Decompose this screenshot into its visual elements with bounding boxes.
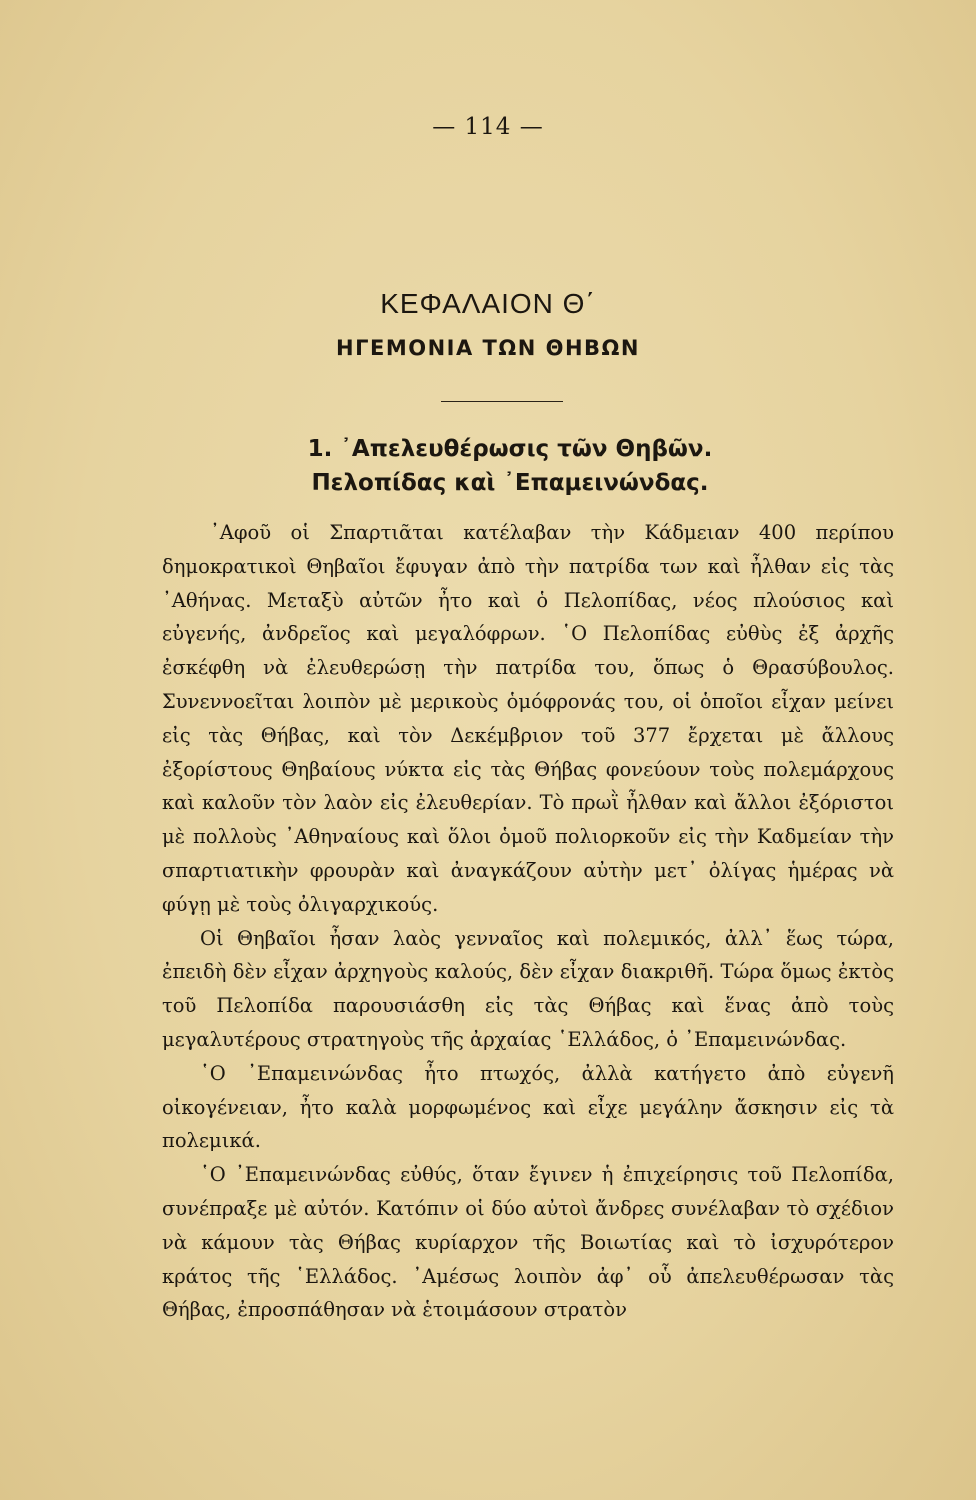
page-number: — 114 — [432,114,544,140]
chapter-title: ΚΕΦΑΛΑΙΟΝ Θ΄ [380,288,596,319]
paragraph-1: ᾿Αφοῦ οἱ Σπαρτιᾶται κατέλαβαν τὴν Κάδμειαν 400 περίπου δημοκρατικοὶ Θηβαῖοι ἔφυγαν ἀπὸ τὴν πατρίδα των καὶ ἦλθαν εἰς τὰς ᾿Αθήνας. Μεταξὺ αὐτῶν ἦτο καὶ ὁ Πελοπίδας, νέος πλούσιος καὶ εὐγενής, ἀνδρεῖος καὶ μεγαλόφρων. ῾Ο Πελοπίδας εὐθὺς ἐξ ἀρχῆς ἐσκέφθη νὰ ἐλευθερώσῃ τὴν πατρίδα του, ὅπως ὁ Θρασύβουλος. Συνεννοεῖται λοιπὸν μὲ μερικοὺς ὁμόφρονάς του, οἱ ὁποῖοι εἶχαν μείνει εἰς τὰς Θήβας, καὶ τὸν Δεκέμβριον τοῦ 377 ἔρχεται μὲ ἄλλους ἐξορίστους Θηβαίους νύκτα εἰς τὰς Θήβας φονεύουν τοὺς πολεμάρχους καὶ καλοῦν τὸν λαὸν εἰς ἐλευθερίαν. Τὸ πρωῒ ἦλθαν καὶ ἄλλοι ἐξόριστοι μὲ πολλοὺς ᾿Αθηναίους καὶ ὅλοι ὁμοῦ πολιορκοῦν εἰς τὴν Καδμείαν τὴν σπαρτιατικὴν φρουρὰν καὶ ἀναγκάζουν αὐτὴν μετ᾿ ὀλίγας ἡμέρας νὰ φύγῃ μὲ τοὺς ὀλιγαρχικούς. [162,521,894,916]
paragraph-2: Οἱ Θηβαῖοι ἦσαν λαὸς γενναῖος καὶ πολεμικός, ἀλλ᾿ ἕως τώρα, ἐπειδὴ δὲν εἶχαν ἀρχηγοὺς καλούς, δὲν εἶχαν διακριθῆ. Τώρα ὅμως ἐκτὸς τοῦ Πελοπίδα παρουσιάσθη εἰς τὰς Θήβας καὶ ἕνας ἀπὸ τοὺς μεγαλυτέρους στρατηγοὺς τῆς ἀρχαίας ῾Ελλάδος, ὁ ᾿Επαμεινώνδας. [162,926,894,1051]
chapter-subtitle: ΗΓΕΜΟΝΙΑ ΤΩΝ ΘΗΒΩΝ [336,336,640,360]
divider-rule [441,401,563,402]
section-heading: 1. ᾿Απελευθέρωσις τῶν Θηβῶν. Πελοπίδας καὶ ᾿Επαμεινώνδας. [307,436,713,496]
paragraph-3: ῾Ο ᾿Επαμεινώνδας ἦτο πτωχός, ἀλλὰ κατήγετο ἀπὸ εὐγενῆ οἰκογένειαν, ἦτο καλὰ μορφωμένος καὶ εἶχε μεγάλην ἄσκησιν εἰς τὰ πολεμικά. [162,1061,894,1153]
paragraph-4: ῾Ο ᾿Επαμεινώνδας εὐθύς, ὅταν ἔγινεν ἡ ἐπιχείρησις τοῦ Πελοπίδα, συνέπραξε μὲ αὐτόν. Κατόπιν οἱ δύο αὐτοὶ ἄνδρες συνέλαβαν τὸ σχέδιον νὰ κάμουν τὰς Θήβας κυρίαρχον τῆς Βοιωτίας καὶ τὸ ἰσχυρότερον κράτος τῆς ῾Ελλάδος. ᾿Αμέσως λοιπὸν ἀφ᾿ οὗ ἀπελευθέρωσαν τὰς Θήβας, ἐπροσπάθησαν νὰ ἑτοιμάσουν στρατὸν [162,1163,894,1322]
body-text [162,516,894,1327]
